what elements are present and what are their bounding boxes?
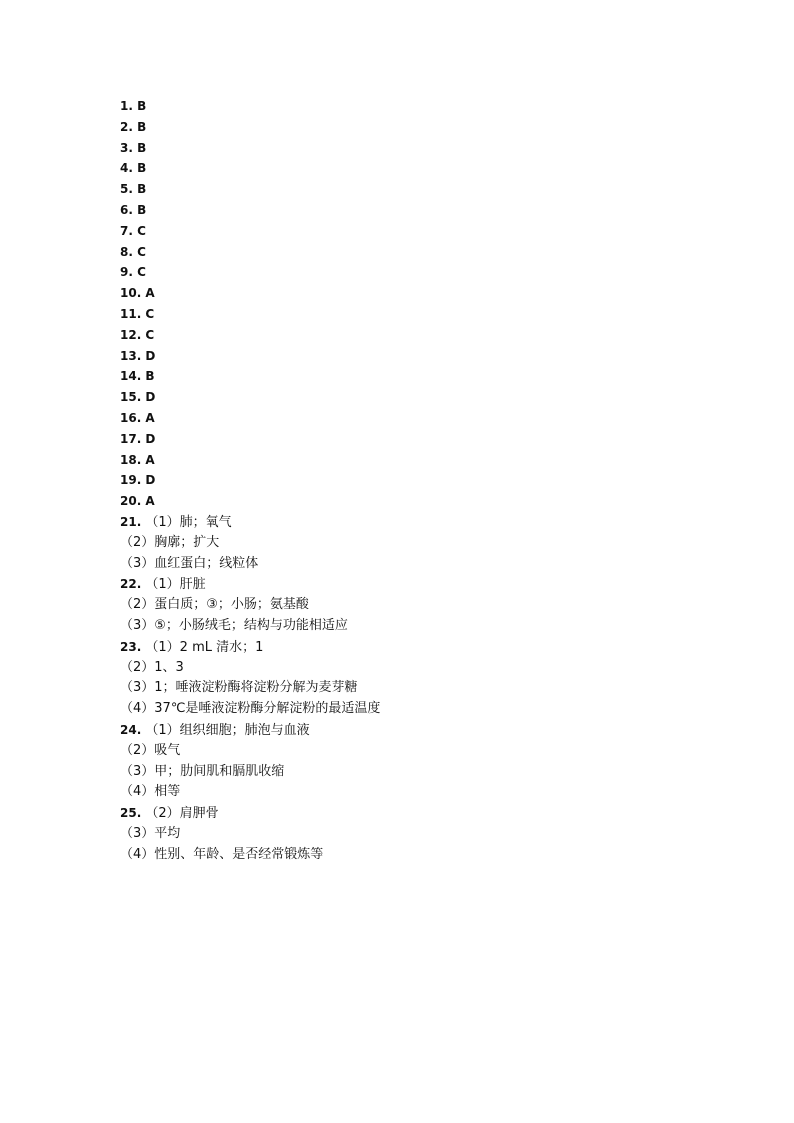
answer-subline (120, 762, 720, 783)
answer-line (120, 325, 720, 346)
answer-subline (120, 554, 720, 575)
question-number: 4. (120, 161, 133, 176)
question-number: 13. (120, 348, 142, 363)
question-number: 7. (120, 223, 133, 238)
question-number: 10. (120, 286, 142, 301)
answer-subline (120, 658, 720, 679)
answer-line (120, 242, 720, 263)
question-number: 2. (120, 119, 133, 134)
question-number: 22. (120, 577, 142, 592)
answer-text: A (145, 286, 155, 301)
answer-text: A (145, 410, 155, 425)
answer-line (120, 637, 720, 658)
question-number: 8. (120, 244, 133, 259)
answer-line (120, 262, 720, 283)
answer-line (120, 304, 720, 325)
question-number: 18. (120, 452, 142, 467)
question-number: 14. (120, 369, 142, 384)
answer-line (120, 491, 720, 512)
answer-text: C (137, 223, 146, 238)
question-number: 11. (120, 306, 142, 321)
answer-text: B (137, 202, 147, 217)
answer-text: A (145, 452, 155, 467)
answer-line (120, 470, 720, 491)
answer-line (120, 158, 720, 179)
answer-text: D (145, 348, 156, 363)
question-number: 17. (120, 431, 142, 446)
answer-line (120, 387, 720, 408)
answer-key (120, 96, 720, 865)
answer-line (120, 408, 720, 429)
question-number: 20. (120, 494, 142, 509)
answer-line (120, 138, 720, 159)
answer-text: C (137, 265, 146, 280)
answer-text: （2）胸廓；扩大 (120, 534, 220, 550)
answer-subline (120, 845, 720, 866)
answer-text: （3）血红蛋白；线粒体 (120, 555, 259, 571)
answer-text: （3）⑤；小肠绒毛；结构与功能相适应 (120, 617, 348, 633)
question-number: 9. (120, 265, 133, 280)
answer-text: （1）2 mL 清水；1 (145, 639, 264, 655)
answer-text: （4）性别、年龄、是否经常锻炼等 (120, 846, 324, 862)
answer-text: B (137, 99, 147, 113)
answer-text: B (137, 182, 147, 197)
answer-text: （3）1；唾液淀粉酶将淀粉分解为麦芽糖 (120, 680, 358, 696)
answer-line (120, 720, 720, 741)
answer-text: C (145, 306, 155, 321)
question-number: 24. (120, 722, 142, 737)
answer-text: （1）组织细胞；肺泡与血液 (145, 722, 310, 738)
answer-line (120, 179, 720, 200)
answer-text: B (137, 161, 147, 176)
answer-subline (120, 741, 720, 762)
question-number: 5. (120, 182, 133, 197)
answer-subline (120, 699, 720, 720)
question-number: 15. (120, 390, 142, 405)
answer-text: B (145, 369, 155, 384)
answer-line (120, 574, 720, 595)
question-number: 21. (120, 514, 142, 529)
answer-text: （4）37℃是唾液淀粉酶分解淀粉的最适温度 (120, 701, 381, 717)
question-number: 19. (120, 473, 142, 488)
answer-text: D (145, 431, 156, 446)
answer-text: （4）相等 (120, 784, 181, 800)
answer-line (120, 429, 720, 450)
answer-line (120, 346, 720, 367)
answer-text: （2）吸气 (120, 742, 181, 758)
answer-subline (120, 595, 720, 616)
question-number: 12. (120, 327, 142, 342)
answer-line (120, 283, 720, 304)
answer-line (120, 96, 720, 117)
question-number: 25. (120, 806, 142, 821)
question-number: 3. (120, 140, 133, 155)
answer-line (120, 117, 720, 138)
answer-subline (120, 533, 720, 554)
answer-text: D (145, 390, 156, 405)
answer-text: （3）平均 (120, 825, 181, 841)
answer-text: （3）甲；肋间肌和膈肌收缩 (120, 763, 285, 779)
question-number: 6. (120, 202, 133, 217)
answer-line (120, 221, 720, 242)
question-number: 23. (120, 639, 142, 654)
answer-text: （1）肺；氧气 (145, 514, 232, 530)
answer-line (120, 803, 720, 824)
answer-text: B (137, 119, 147, 134)
answer-text: B (137, 140, 147, 155)
answer-subline (120, 782, 720, 803)
answer-subline (120, 616, 720, 637)
answer-text: C (137, 244, 146, 259)
answer-text: （2）1、3 (120, 659, 184, 675)
answer-text: C (145, 327, 155, 342)
answer-text: （2）蛋白质；③；小肠；氨基酸 (120, 597, 309, 613)
answer-text: （1）肝脏 (145, 577, 206, 593)
answer-text: D (145, 473, 156, 488)
question-number: 1. (120, 99, 133, 113)
answer-subline (120, 678, 720, 699)
answer-line (120, 366, 720, 387)
question-number: 16. (120, 410, 142, 425)
answer-text: （2）肩胛骨 (145, 806, 219, 822)
answer-line (120, 512, 720, 533)
answer-line (120, 450, 720, 471)
answer-text: A (145, 494, 155, 509)
answer-subline (120, 824, 720, 845)
answer-line (120, 200, 720, 221)
